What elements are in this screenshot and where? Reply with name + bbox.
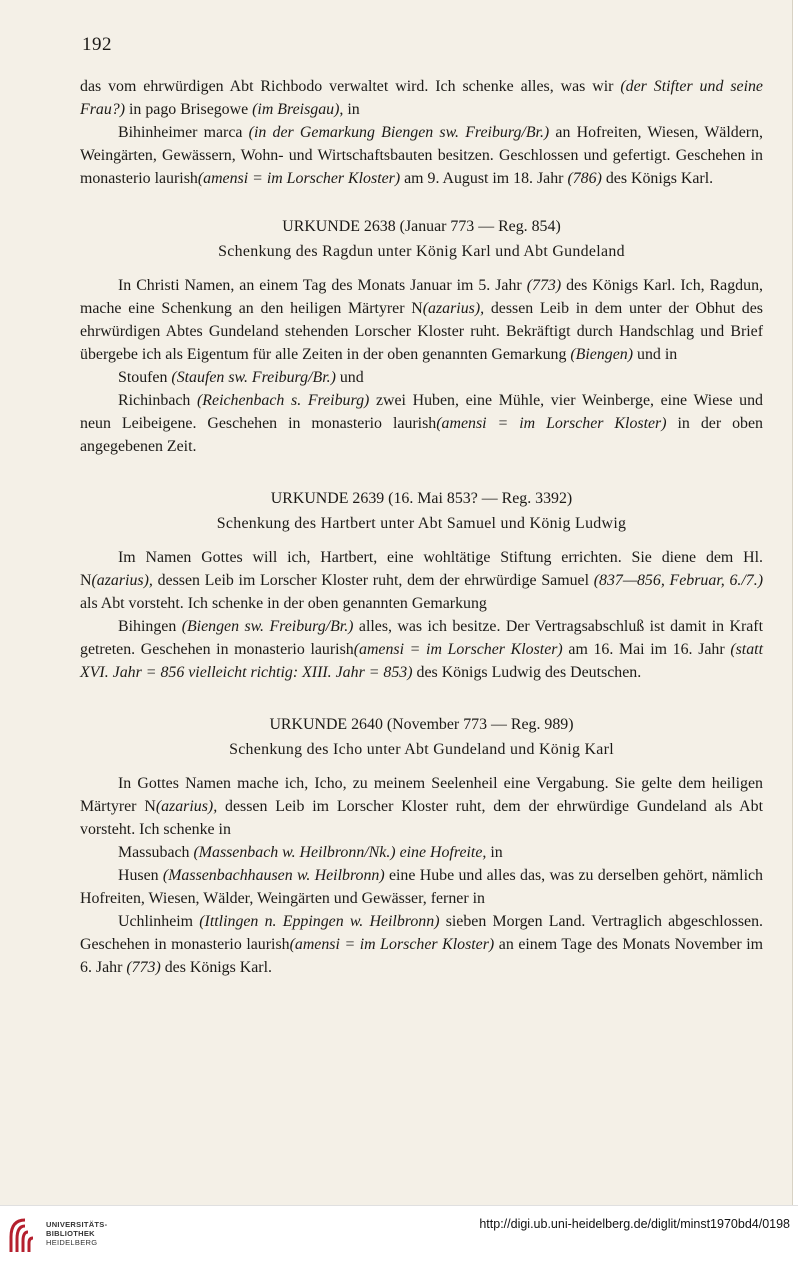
document-2638-paragraph-2: Stoufen (Staufen sw. Freiburg/Br.) und [118,369,364,386]
intro-paragraph-1: das vom ehrwürdigen Abt Richbodo verwaltet wird. Ich schenke alles, was wir (der Stifter und seine Frau?) in pago Brisegowe (im Breisgau), in [80,78,763,118]
permalink-url[interactable]: http://digi.ub.uni-heidelberg.de/diglit/minst1970bd4/0198 [479,1217,790,1231]
document-2640-paragraph-2: Massubach (Massenbach w. Heilbronn/Nk.) eine Hofreite, in [118,844,503,861]
viewer-footer [0,1205,798,1265]
library-name: UNIVERSITÄTS- BIBLIOTHEK HEIDELBERG [46,1220,108,1247]
page-body [80,75,763,979]
document-2640-title: Schenkung des Icho unter Abt Gundeland und König Karl [229,741,614,758]
document-2638-paragraph-1: In Christi Namen, an einem Tag des Monats Januar im 5. Jahr (773) des Königs Karl. Ich, Ragdun, mache eine Schenkung an den heiligen Märtyrer N(azarius), dessen Leib in dem unter der Obhut des ehrwürdigen Abtes Gundeland stehenden Lorscher Kloster ruht. Bekräftigt durch Handschlag und Brief übergebe ich als Eigentum für alle Zeiten in der oben genannten Gemarkung (Biengen) und in [80,277,763,363]
document-2638-title: Schenkung des Ragdun unter König Karl und Abt Gundeland [218,243,625,260]
document-2640-paragraph-1: In Gottes Namen mache ich, Icho, zu meinem Seelenheil eine Vergabung. Sie gelte dem heiligen Märtyrer N(azarius), dessen Leib im Lorscher Kloster ruht, dem der ehrwürdige Gundeland als Abt vorsteht. Ich schenke in [80,775,763,838]
document-2639-paragraph-1: Im Namen Gottes will ich, Hartbert, eine wohltätige Stiftung errichten. Sie diene dem Hl. N(azarius), dessen Leib im Lorscher Kloster ruht, dem der ehrwürdige Samuel (837—856, Februar, 6./7.) als Abt vorsteht. Ich schenke in der oben genannten Gemarkung [80,549,763,612]
intro-paragraph-2: Bihinheimer marca (in der Gemarkung Biengen sw. Freiburg/Br.) an Hofreiten, Wiesen, Wäldern, Weingärten, Gewässern, Wohn- und Wirtschaftsbauten besitzen. Geschlossen und gefertigt. Geschehen in monasterio laurish(amensi = im Lorscher Kloster) am 9. August im 18. Jahr (786) des Königs Karl. [80,124,763,187]
page-number: 192 [82,34,112,55]
document-2639-paragraph-2: Bihingen (Biengen sw. Freiburg/Br.) alles, was ich besitze. Der Vertragsabschluß ist damit in Kraft getreten. Geschehen in monasterio laurish(amensi = im Lorscher Kloster) am 16. Mai im 16. Jahr (statt XVI. Jahr = 856 vielleicht richtig: XIII. Jahr = 853) des Königs Ludwig des Deutschen. [80,618,763,681]
document-2640-paragraph-3: Husen (Massenbachhausen w. Heilbronn) eine Hube und alles das, was zu derselben gehört, nämlich Hofreiten, Wiesen, Wälder, Weingärten und Gewässer, ferner in [80,867,763,907]
document-2639-title: Schenkung des Hartbert unter Abt Samuel und König Ludwig [216,515,627,532]
document-2640-paragraph-4: Uchlinheim (Ittlingen n. Eppingen w. Heilbronn) sieben Morgen Land. Vertraglich abgeschlossen. Geschehen in monasterio laurish(amensi = im Lorscher Kloster) an einem Tage des Monats November im 6. Jahr (773) des Königs Karl. [80,913,763,976]
document-2638-heading: URKUNDE 2638 (Januar 773 — Reg. 854) [282,218,561,235]
university-library-logo-icon [8,1215,42,1255]
document-2640-heading: URKUNDE 2640 (November 773 — Reg. 989) [269,716,574,733]
document-2639-heading: URKUNDE 2639 (16. Mai 853? — Reg. 3392) [270,490,573,507]
document-2638-paragraph-3: Richinbach (Reichenbach s. Freiburg) zwei Huben, eine Mühle, vier Weinberge, eine Wiese und neun Leibeigene. Geschehen in monasterio laurish(amensi = im Lorscher Kloster) in der oben angegebenen Zeit. [80,392,763,455]
